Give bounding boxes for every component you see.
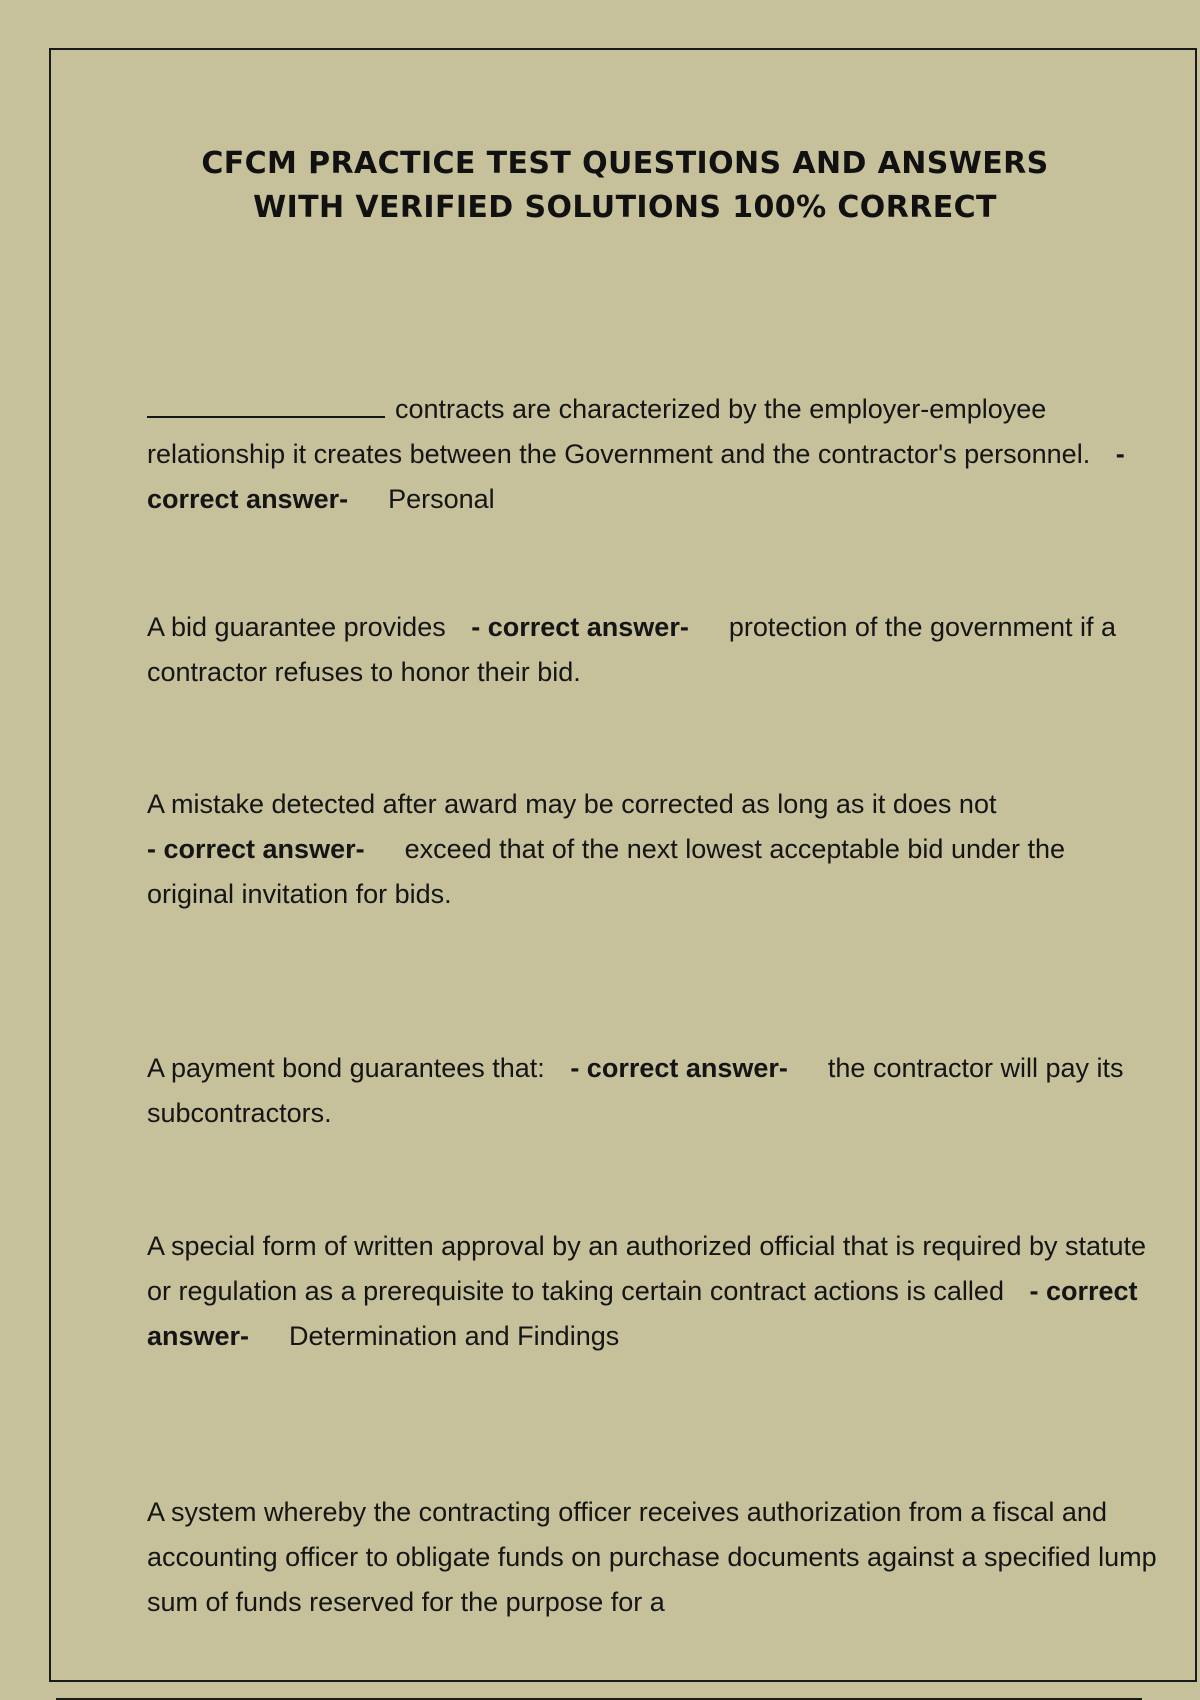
question-text: A mistake detected after award may be corrected as long as it does not <box>147 789 997 819</box>
answer-text: exceed that of the next lowest acceptable bid under the original invitation for bids. <box>147 834 1066 909</box>
title-line-2: WITH VERIFIED SOLUTIONS 100% CORRECT <box>253 190 997 225</box>
qa-item <box>147 1490 1157 1625</box>
qa-item <box>147 782 1157 917</box>
question-text: A special form of written approval by an authorized official that is required by statute or regulation as a prerequisite to taking certain contract actions is called <box>147 1231 1147 1306</box>
answer-marker: - correct answer- <box>147 439 1125 514</box>
answer-marker: - correct answer- <box>147 1276 1138 1351</box>
answer-marker: - correct answer- <box>570 1053 788 1083</box>
document-page <box>49 48 1197 1682</box>
qa-item <box>147 1046 1157 1136</box>
answer-text: Personal <box>388 484 495 514</box>
qa-item <box>147 1224 1157 1359</box>
question-text: A bid guarantee provides <box>147 612 446 642</box>
answer-text: Determination and Findings <box>289 1321 620 1351</box>
title-line-1: CFCM PRACTICE TEST QUESTIONS AND ANSWERS <box>201 146 1049 181</box>
question-text: A system whereby the contracting officer receives authorization from a fiscal and accounting officer to obligate funds on purchase documents against a specified lump sum of funds reserved for the purpose for a <box>147 1497 1157 1617</box>
qa-item <box>147 386 1157 522</box>
document-title <box>51 142 1199 230</box>
question-text: A payment bond guarantees that: <box>147 1053 545 1083</box>
answer-text: protection of the government if a contractor refuses to honor their bid. <box>147 612 1117 687</box>
question-text: contracts are characterized by the employer-employee relationship it creates between the Government and the contractor's personnel. <box>147 394 1091 469</box>
answer-marker: - correct answer- <box>471 612 689 642</box>
answer-text: the contractor will pay its subcontractors. <box>147 1053 1124 1128</box>
answer-marker: - correct answer- <box>147 834 365 864</box>
qa-item <box>147 605 1157 695</box>
fill-in-blank <box>147 386 385 418</box>
